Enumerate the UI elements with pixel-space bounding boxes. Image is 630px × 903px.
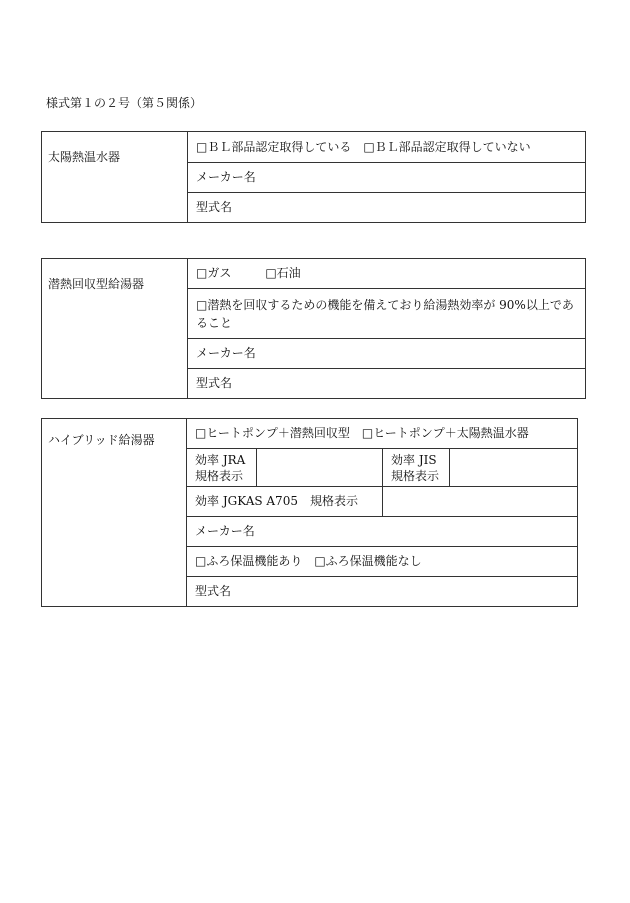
jra-label-line2: 規格表示	[195, 468, 244, 483]
hybrid-maker-field[interactable]: メーカー名	[187, 517, 578, 547]
hybrid-section-label: ハイブリッド給湯器	[42, 419, 187, 607]
jis-label	[383, 449, 450, 487]
bath-heating-yes-checkbox[interactable]: □ふろ保温機能あり	[195, 554, 303, 568]
jis-label-line2: 規格表示	[391, 468, 440, 483]
form-title: 様式第１の２号（第５関係）	[46, 96, 203, 110]
bl-not-certified-checkbox[interactable]: □ＢＬ部品認定取得していない	[363, 139, 531, 154]
heatpump-solar-checkbox[interactable]: □ヒートポンプ＋太陽熱温水器	[361, 426, 529, 440]
oil-checkbox[interactable]: □石油	[265, 266, 301, 280]
jis-label-line1: 効率 JIS	[391, 452, 437, 467]
solar-bl-options	[188, 132, 586, 163]
hybrid-model-field[interactable]: 型式名	[187, 577, 578, 607]
latent-heat-heater-table	[41, 258, 586, 399]
latent-maker-field[interactable]: メーカー名	[188, 339, 586, 369]
bath-heating-no-checkbox[interactable]: □ふろ保温機能なし	[314, 554, 422, 568]
hybrid-type-options	[187, 419, 578, 449]
bl-certified-checkbox[interactable]: □ＢＬ部品認定取得している	[196, 139, 352, 154]
jra-value-field[interactable]	[257, 449, 383, 487]
jgkas-value-field[interactable]	[383, 487, 578, 517]
hybrid-heater-table	[41, 418, 578, 607]
solar-maker-field[interactable]: メーカー名	[188, 163, 586, 193]
latent-section-label: 潜熱回収型給湯器	[42, 259, 188, 399]
bath-heating-options	[187, 547, 578, 577]
latent-efficiency-checkbox[interactable]: □潜熱を回収するための機能を備えており給湯熱効率が 90%以上であること	[188, 289, 586, 339]
jis-value-field[interactable]	[450, 449, 578, 487]
latent-model-field[interactable]: 型式名	[188, 369, 586, 399]
latent-fuel-options	[188, 259, 586, 289]
solar-model-field[interactable]: 型式名	[188, 193, 586, 223]
heatpump-latent-checkbox[interactable]: □ヒートポンプ＋潜熱回収型	[195, 426, 350, 440]
solar-section-label: 太陽熱温水器	[42, 132, 188, 223]
solar-water-heater-table	[41, 131, 586, 223]
jra-label-line1: 効率 JRA	[195, 452, 246, 467]
jra-label	[187, 449, 257, 487]
jgkas-label: 効率 JGKAS A705 規格表示	[187, 487, 383, 517]
gas-checkbox[interactable]: □ガス	[196, 266, 232, 280]
